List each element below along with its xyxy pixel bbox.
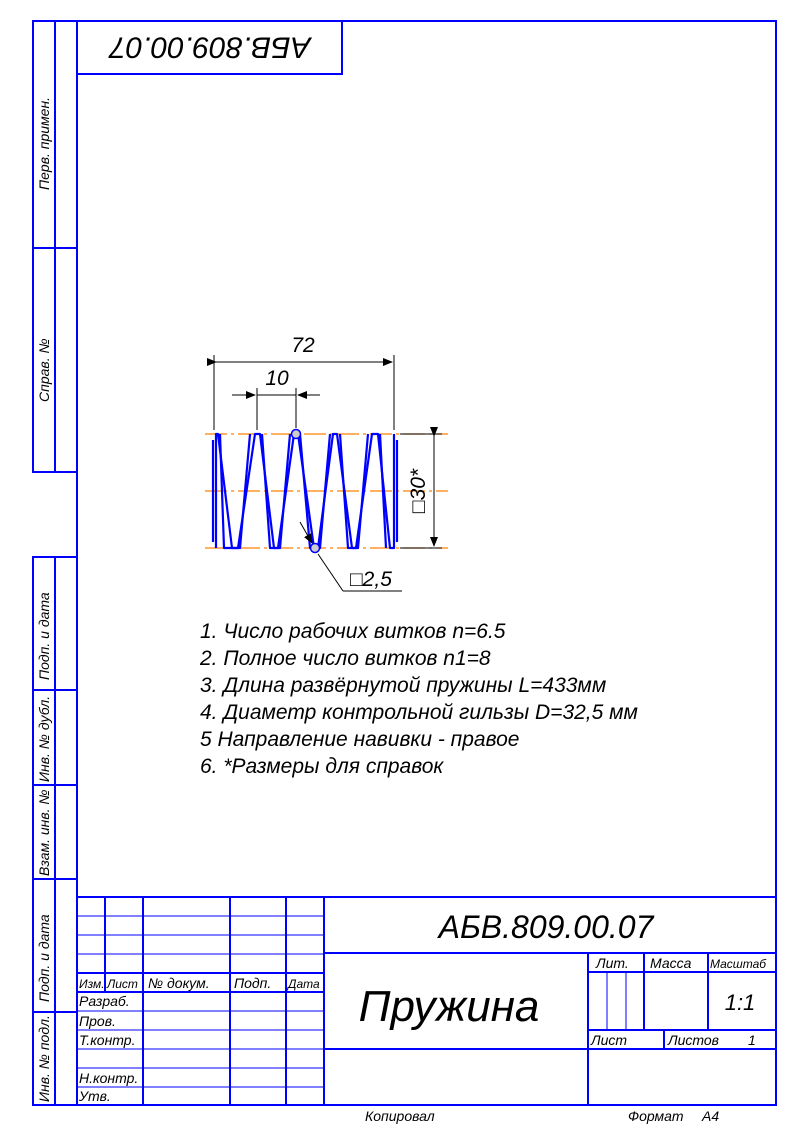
label-utv: Утв. xyxy=(79,1088,111,1104)
wire-section-bottom xyxy=(311,544,320,553)
label-prov: Пров. xyxy=(79,1013,116,1029)
label-list: Лист xyxy=(107,977,138,991)
dimension-diameter-label: □30* xyxy=(407,468,430,514)
side-label-podp-i-data-top: Подп. и дата xyxy=(36,592,52,680)
side-label-perv-primen: Перв. примен. xyxy=(36,96,52,190)
side-label-sprav-no: Справ. № xyxy=(36,338,52,402)
label-sheet: Лист xyxy=(591,1032,628,1048)
side-label-inv-no-dubl: Инв. № дубл. xyxy=(36,695,52,782)
drawing-title: Пружина xyxy=(358,982,540,1031)
dimension-length xyxy=(214,355,394,430)
label-razrab: Разраб. xyxy=(79,993,130,1009)
note-6: 6. *Размеры для справок xyxy=(200,755,444,778)
footer-format: Формат xyxy=(628,1108,684,1124)
side-label-inv-no-podl: Инв. № подл. xyxy=(36,1015,52,1102)
dimension-length-label: 72 xyxy=(291,334,315,357)
label-podp: Подп. xyxy=(234,975,272,991)
scale-value: 1:1 xyxy=(724,990,756,1015)
dimension-wire-label: □2,5 xyxy=(350,568,392,591)
note-5: 5 Направление навивки - правое xyxy=(200,728,520,751)
footer-kopiroval: Копировал xyxy=(365,1108,435,1124)
note-4: 4. Диаметр контрольной гильзы D=32,5 мм xyxy=(200,701,638,724)
label-masshtab: Масштаб xyxy=(710,957,767,971)
label-data: Дата xyxy=(288,977,320,991)
label-no-dokum: № докум. xyxy=(148,975,210,991)
label-n-kontr: Н.контр. xyxy=(79,1070,139,1086)
label-izm: Изм. xyxy=(79,977,105,991)
label-t-kontr: Т.контр. xyxy=(79,1032,136,1048)
dimension-pitch-label: 10 xyxy=(265,367,289,390)
sheets-value: 1 xyxy=(748,1032,756,1048)
side-label-podp-i-data-bottom: Подп. и дата xyxy=(36,914,52,1002)
note-3: 3. Длина развёрнутой пружины L=433мм xyxy=(200,674,607,697)
designation: АБВ.809.00.07 xyxy=(438,909,654,945)
spring-drawing xyxy=(205,334,448,591)
wire-section-top xyxy=(292,430,301,439)
technical-requirements xyxy=(200,618,638,780)
footer-format-value: A4 xyxy=(702,1108,720,1124)
note-2: 2. Полное число витков n1=8 xyxy=(200,647,491,670)
label-lit: Лит. xyxy=(596,955,629,971)
dimension-pitch xyxy=(232,388,320,430)
designation-rotated: АБВ.809.00.07 xyxy=(109,30,311,64)
label-sheets: Листов xyxy=(668,1032,719,1048)
sheet-frame xyxy=(33,21,776,1105)
side-label-vzam-inv-no: Взам. инв. № xyxy=(36,789,52,876)
label-massa: Масса xyxy=(650,955,692,971)
note-1: 1. Число рабочих витков n=6.5 xyxy=(200,620,506,643)
